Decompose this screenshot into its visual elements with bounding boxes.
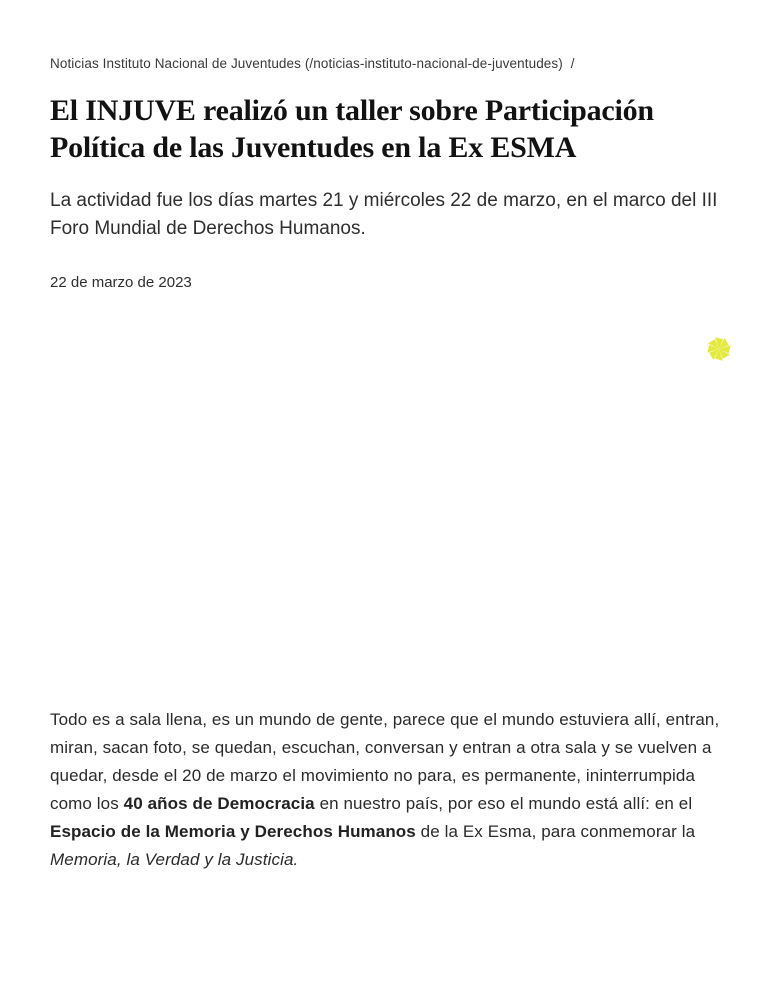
loading-spinner-icon (703, 332, 735, 366)
breadcrumb-link-noticias[interactable]: Noticias Instituto Nacional de Juventudes (/noticias-instituto-nacional-de-juventudes) (50, 56, 563, 71)
article-image-placeholder (50, 310, 723, 706)
page-title: El INJUVE realizó un taller sobre Participación Política de las Juventudes en la Ex ESMA (50, 94, 654, 164)
article-date: 22 de marzo de 2023 (50, 274, 192, 291)
breadcrumb (50, 55, 723, 72)
body-bold-democracia: 40 años de Democracia (123, 794, 315, 813)
article-subtitle: La actividad fue los días martes 21 y miércoles 22 de marzo, en el marco del III Foro Mundial de Derechos Humanos. (50, 190, 718, 239)
article-body-paragraph (50, 706, 723, 874)
body-text-1: Todo es a sala llena, es un mundo de gente, parece que el mundo estuviera allí, entran, miran, sacan foto, se quedan, escuchan, conversan y entran a otra sala y se vuelven a quedar, desde el 20 de marzo el movimiento no para, es permanente, ininterrumpida como los (50, 710, 720, 813)
body-text-2: en nuestro país, por eso el mundo está allí: en el (314, 794, 693, 813)
body-italic-memoria-verdad-justicia: Memoria, la Verdad y la Justicia. (50, 850, 299, 869)
breadcrumb-separator: / (570, 56, 575, 71)
body-bold-espacio-memoria: Espacio de la Memoria y Derechos Humanos (50, 822, 416, 841)
body-text-3: de la Ex Esma, para conmemorar la (415, 822, 696, 841)
